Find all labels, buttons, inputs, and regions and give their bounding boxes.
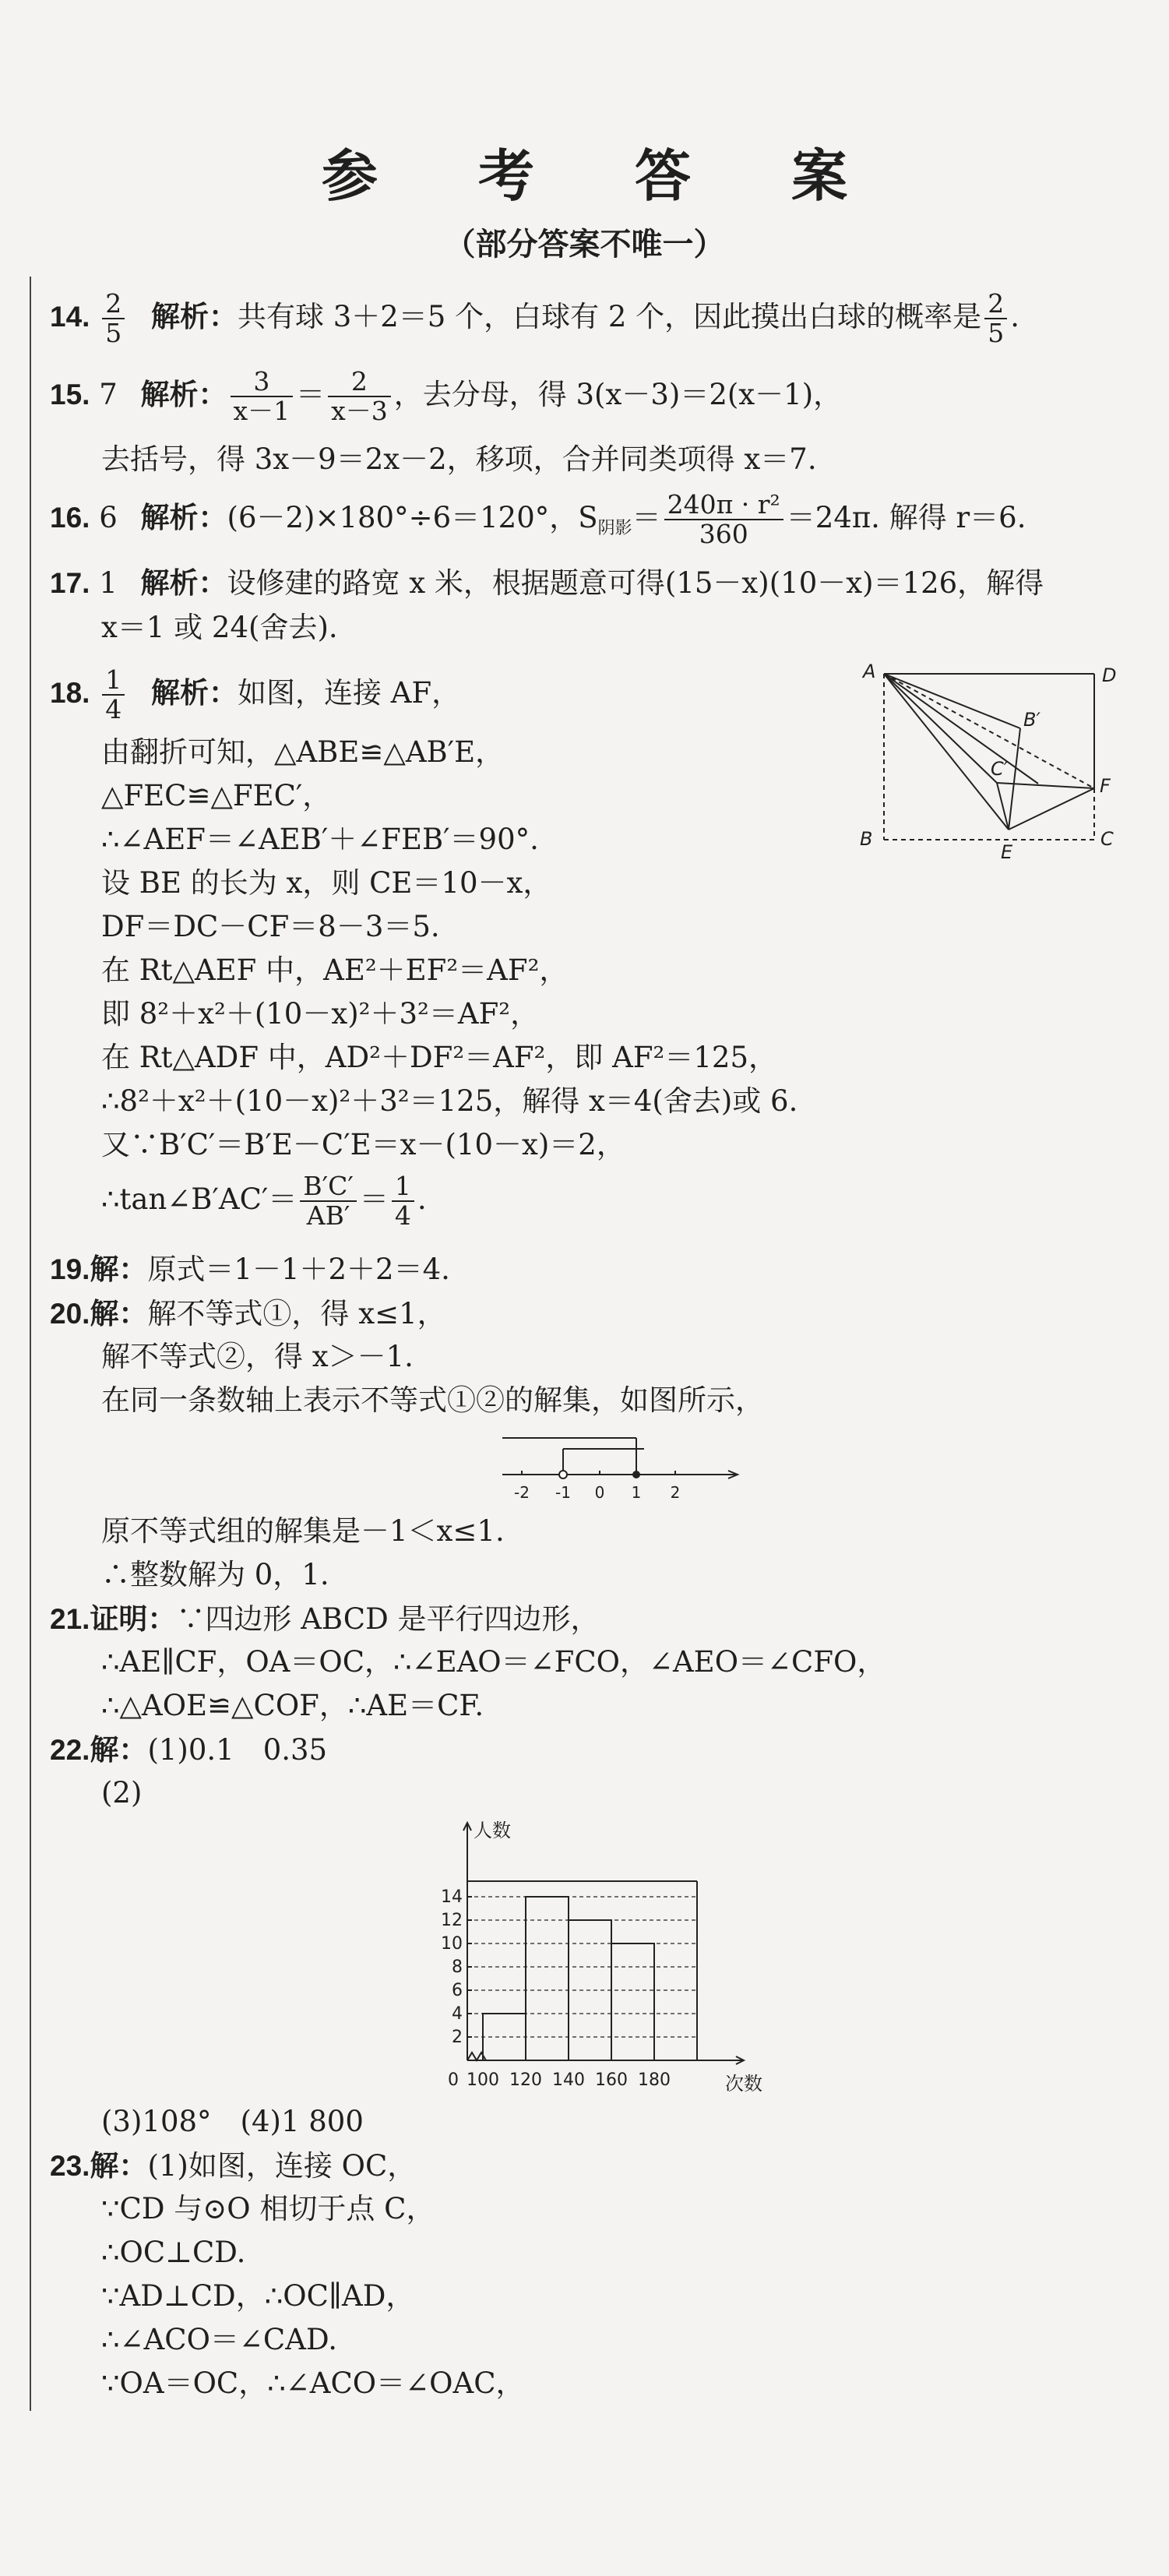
x-tick-label: 140: [552, 2070, 585, 2090]
q18-tan-fraction: $\frac{B'C'}{AB'}$: [300, 1172, 357, 1231]
origin-label: 0: [448, 2070, 459, 2090]
x-tick-label: 120: [509, 2070, 542, 2090]
question-number: 16.: [50, 501, 90, 534]
x-tick-label: 100: [467, 2070, 499, 2090]
solution-label: 解：: [90, 1252, 148, 1286]
q23-step: ∴∠ACO＝∠CAD.: [101, 2323, 338, 2356]
number-line-tick: 0: [594, 1483, 605, 1502]
equals: ＝: [632, 500, 661, 534]
figure-label-B: B: [860, 828, 873, 850]
number-line-tick: -1: [555, 1483, 571, 1502]
q18-step: 在 Rt△AEF 中，AE²＋EF²＝AF²，: [101, 953, 569, 987]
q20-step: ∴整数解为 0，1.: [101, 1558, 329, 1591]
number-line-tick: -2: [514, 1483, 530, 1502]
q22-line: [50, 1731, 327, 1769]
q18-step: 设 BE 的长为 x，则 CE＝10－x，: [101, 866, 552, 900]
question-number: 15.: [50, 378, 90, 411]
q23-step: ∵CD 与⊙O 相切于点 C，: [101, 2192, 435, 2225]
histogram-bar: [611, 1943, 654, 2060]
proof-label: 证明：: [90, 1602, 177, 1636]
q18-step: 由翻折可知，△ABE≌△AB′E，: [101, 735, 505, 769]
figure-label-A: A: [863, 661, 876, 682]
equals: ＝: [359, 1182, 389, 1216]
analysis-label: 解析：: [150, 675, 238, 710]
q18-tan-line: [101, 1172, 427, 1231]
number-line-tick: 1: [631, 1483, 642, 1502]
x-tick-label: 180: [638, 2070, 671, 2090]
q22-text: (1)0.1 0.35: [147, 1733, 328, 1767]
q23-text: (1)如图，连接 OC，: [147, 2149, 417, 2183]
analysis-label: 解析：: [150, 298, 238, 333]
q16-line: [50, 491, 1026, 549]
q17-line2: x＝1 或 24(舍去).: [101, 611, 338, 644]
q18-answer: $\frac{1}{4}$: [102, 666, 125, 724]
q21-text: ∵四边形 ABCD 是平行四边形，: [176, 1602, 600, 1636]
q18-step: 又∵B′C′＝B′E－C′E＝x－(10－x)＝2，: [101, 1128, 625, 1161]
q21-step: ∴△AOE≌△COF，∴AE＝CF.: [101, 1689, 484, 1722]
q15-fraction-left: $\frac{3}{x-1}$: [231, 368, 294, 426]
figure-label-D: D: [1102, 664, 1117, 686]
q16-text-end: ＝24π. 解得 r＝6.: [786, 500, 1026, 534]
question-number: 21.: [50, 1603, 90, 1635]
q18-line: [50, 666, 460, 724]
y-tick-label: 12: [441, 1911, 463, 1930]
page-subtitle: （部分答案不唯一）: [444, 226, 725, 263]
question-number: 18.: [50, 676, 90, 709]
number-line-tick: 2: [670, 1483, 681, 1502]
q18-step: △FEC≌△FEC′，: [101, 779, 332, 812]
q14-fraction: $\frac{2}{5}$: [984, 290, 1007, 348]
q23-step: ∵AD⊥CD，∴OC∥AD，: [101, 2279, 415, 2313]
figure-label-B1: B′: [1023, 709, 1040, 731]
q21-line: [50, 1600, 600, 1638]
q16-text: (6－2)×180°÷6＝120°，S: [227, 500, 598, 534]
y-tick-label: 8: [452, 1958, 463, 1977]
q14-line: [50, 290, 1019, 348]
q17-line: [50, 564, 1044, 602]
q14-text: 共有球 3＋2＝5 个，白球有 2 个，因此摸出白球的概率是: [237, 299, 982, 333]
figure-label-E: E: [1001, 841, 1013, 863]
q18-step: ∴∠AEF＝∠AEB′＋∠FEB′＝90°.: [101, 823, 539, 856]
q23-step: ∵OA＝OC，∴∠ACO＝∠OAC，: [101, 2366, 525, 2400]
q20-step: 解不等式②，得 x＞－1.: [101, 1340, 414, 1373]
q20-step: 原不等式组的解集是－1＜x≤1.: [101, 1514, 505, 1548]
histogram-bar: [526, 1897, 569, 2060]
q16-fraction: $\frac{\text{240π · r²}}{360}$: [664, 491, 783, 549]
q19-text: 原式＝1－1＋2＋2＝4.: [147, 1253, 450, 1286]
q22-part34: (3)108° (4)1 800: [101, 2105, 364, 2138]
q18-tan-value: $\frac{1}{4}$: [392, 1172, 414, 1231]
analysis-label: 解析：: [140, 376, 227, 411]
y-tick-label: 10: [441, 1934, 463, 1954]
q23-line: [50, 2147, 416, 2185]
q22-part2: (2): [101, 1776, 143, 1810]
question-number: 19.: [50, 1253, 90, 1285]
q18-step: 即 8²＋x²＋(10－x)²＋3²＝AF²，: [101, 997, 540, 1031]
y-tick-label: 2: [452, 2028, 463, 2047]
q17-text: 设修建的路宽 x 米，根据题意可得(15－x)(10－x)＝126，解得: [227, 566, 1044, 600]
question-number: 22.: [50, 1734, 90, 1766]
q18-step: ∴8²＋x²＋(10－x)²＋3²＝125，解得 x＝4(舍去)或 6.: [101, 1084, 798, 1118]
equals: ＝: [296, 377, 326, 411]
q23-step: ∴OC⊥CD.: [101, 2236, 246, 2269]
q20-text: 解不等式①，得 x≤1，: [147, 1297, 446, 1330]
left-margin-rule: [30, 277, 31, 2411]
y-tick-label: 6: [452, 1981, 463, 2000]
y-tick-label: 14: [441, 1887, 463, 1907]
q15-fraction-right: $\frac{2}{x-3}$: [328, 368, 391, 426]
q18-tan-text: ∴tan∠B′AC′＝: [101, 1182, 298, 1216]
analysis-label: 解析：: [140, 499, 227, 534]
q18-text: 如图，连接 AF，: [237, 675, 461, 710]
x-tick-label: 160: [595, 2070, 628, 2090]
q18-step: 在 Rt△ADF 中，AD²＋DF²＝AF²，即 AF²＝125，: [101, 1041, 777, 1074]
q20-line: [50, 1295, 446, 1333]
solution-label: 解：: [90, 1296, 148, 1330]
question-number: 17.: [50, 567, 90, 599]
q20-number-line: [495, 1424, 752, 1510]
q18-tan-end: .: [417, 1182, 427, 1216]
solution-label: 解：: [90, 2148, 148, 2183]
question-number: 23.: [50, 2150, 90, 2182]
q19-line: [50, 1250, 450, 1288]
x-axis-label: 次数: [725, 2073, 762, 2095]
page-title: 参 考 答 案: [321, 143, 889, 209]
q14-end: .: [1010, 299, 1019, 333]
q15-line: [50, 368, 842, 426]
q16-answer: 6: [99, 500, 118, 534]
y-tick-label: 4: [452, 2004, 463, 2024]
q18-step: DF＝DC－CF＝8－3＝5.: [101, 910, 440, 943]
q22-histogram: [405, 1807, 810, 2103]
q15-answer: 7: [99, 377, 118, 411]
question-number: 20.: [50, 1298, 90, 1330]
figure-label-C1: C′: [991, 758, 1009, 780]
q15-line2: 去括号，得 3x－9＝2x－2，移项，合并同类项得 x＝7.: [101, 442, 817, 476]
q21-step: ∴AE∥CF，OA＝OC，∴∠EAO＝∠FCO，∠AEO＝∠CFO，: [101, 1645, 886, 1679]
q16-subscript: 阴影: [597, 519, 632, 539]
question-number: 14.: [50, 300, 90, 333]
q20-step: 在同一条数轴上表示不等式①②的解集，如图所示，: [101, 1383, 764, 1417]
y-axis-label: 人数: [474, 1820, 511, 1841]
figure-label-F: F: [1100, 775, 1111, 797]
solution-label: 解：: [90, 1732, 148, 1767]
q15-text: ，去分母，得 3(x－3)＝2(x－1)，: [393, 377, 843, 411]
q18-geometry-figure: [849, 654, 1129, 865]
figure-label-C: C: [1100, 828, 1114, 850]
q14-answer: $\frac{2}{5}$: [102, 290, 125, 348]
q17-answer: 1: [99, 566, 118, 600]
analysis-label: 解析：: [140, 566, 227, 600]
